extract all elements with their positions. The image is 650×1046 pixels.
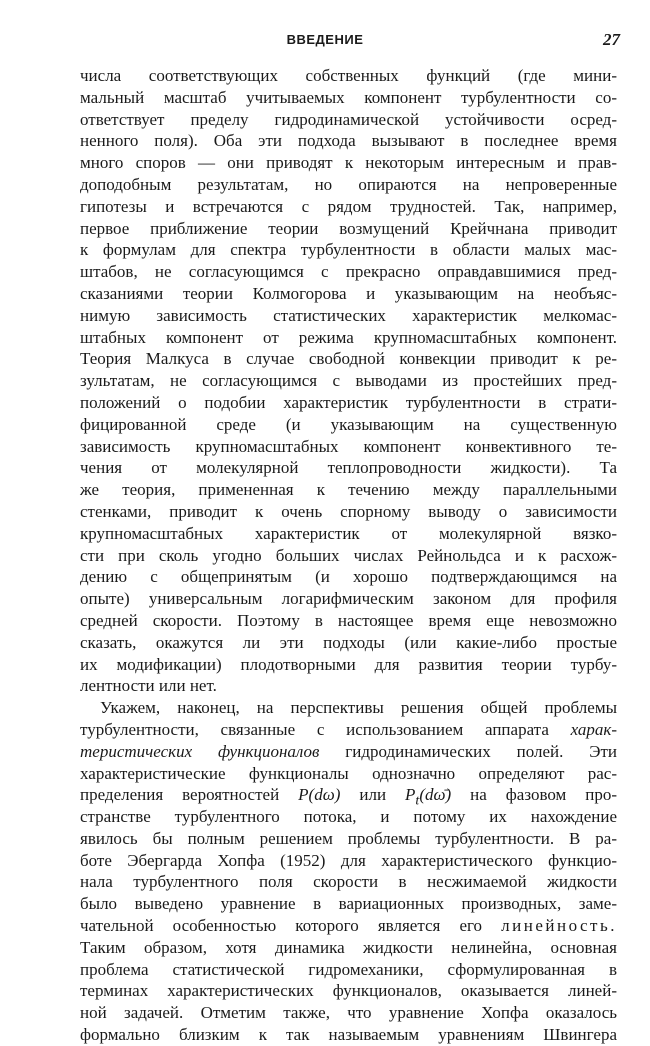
text-line: проблема статистической гидромеханики, сформулированная в bbox=[80, 959, 617, 979]
text-line: положений о подобии характеристик турбулентности в страти- bbox=[80, 392, 617, 412]
text-line: турбулентности, связанные с использованием аппарата харак- bbox=[80, 719, 618, 739]
page-number: 27 bbox=[603, 30, 620, 49]
text-line: было выведено уравнение в вариационных производных, заме- bbox=[80, 894, 617, 914]
text-line: явилось бы полным решением проблемы турбулентности. В ра- bbox=[80, 828, 617, 848]
text-line: мальный масштаб учитываемых компонент турбулентности со- bbox=[80, 87, 617, 107]
text-line: стенками, приводит к очень спорному выводу о зависимости bbox=[80, 501, 617, 521]
text-line: Таким образом, хотя динамика жидкости нелинейна, основная bbox=[80, 937, 617, 957]
text-line: дению с общепринятым (и хорошо подтверждающимся на bbox=[80, 567, 617, 587]
text-line: нимую зависимость статистических характеристик мелкомас- bbox=[80, 305, 617, 325]
text-line: крупномасштабных характеристик от молекулярной вязко- bbox=[80, 523, 617, 543]
formula-p: P(dω) bbox=[298, 785, 341, 805]
text-line: опыте) универсальным логарифмическим законом для профиля bbox=[80, 589, 617, 609]
text-line: же теория, примененная к течению между параллельными bbox=[80, 480, 617, 500]
text-line: теристических функционалов гидродинамических полей. Эти bbox=[80, 741, 617, 761]
text-line: сказаниями теории Колмогорова и указывающим на необъяс- bbox=[80, 283, 617, 303]
text-line: боте Эбергарда Хопфа (1952) для характеристического функцио- bbox=[80, 850, 617, 870]
text-line: штабов, не согласующимся с прекрасно оправдавшимися пред- bbox=[80, 262, 617, 282]
text-line: чения от молекулярной теплопроводности жидкости). Та bbox=[80, 458, 617, 478]
text-line: штабных компонент от режима крупномасштабных компонент. bbox=[80, 327, 617, 347]
text-line: доподобным результатам, но опираются на непроверенные bbox=[80, 174, 617, 194]
paragraph-2 bbox=[80, 697, 617, 1046]
text-line: сти при сколь угодно больших числах Рейнольдса и к расхож- bbox=[80, 545, 617, 565]
text-line: Теория Малкуса в случае свободной конвекции приводит к ре- bbox=[80, 349, 617, 369]
text-line: терминах характеристических функционалов, оказывается линей- bbox=[80, 981, 617, 1001]
text-line: нала турбулентного поля скорости в несжимаемой жидкости bbox=[80, 872, 617, 892]
formula-pt: $P_t(d\omegā)$ bbox=[405, 785, 452, 809]
text-line: много споров — они приводят к некоторым интересным и прав- bbox=[80, 153, 617, 173]
text-line: лентности или нет. bbox=[80, 676, 217, 696]
text-line: к формулам для спектра турбулентности в области малых мас- bbox=[80, 240, 617, 260]
page-header bbox=[0, 32, 650, 54]
text-line: их модификации) плодотворными для развития теории турбу- bbox=[80, 654, 617, 674]
text-line: Укажем, наконец, на перспективы решения общей проблемы bbox=[100, 698, 617, 718]
text-line: первое приближение теории возмущений Крейчнана приводит bbox=[80, 218, 617, 238]
text-line: странстве турбулентного потока, и потому их нахождение bbox=[80, 807, 617, 827]
text-line: пределения вероятностей P(dω) или $P_t(d\omegā)$ на фазовом про- bbox=[80, 785, 618, 809]
text-line: фицированной среде (и указывающим на существенную bbox=[80, 414, 617, 434]
text-line: чательной особенностью которого является его линейность. bbox=[80, 916, 617, 936]
text-line: гипотезы и встречаются с рядом трудностей. Так, например, bbox=[80, 196, 617, 216]
paragraph-1 bbox=[80, 65, 617, 697]
text-line: числа соответствующих собственных функций (где мини- bbox=[80, 66, 617, 85]
text-line: формально близким к так называемым уравнениям Швингера bbox=[80, 1025, 617, 1045]
text-line: характеристические функционалы однозначно определяют рас- bbox=[80, 763, 617, 783]
text-line: средней скорости. Поэтому в настоящее время еще невозможно bbox=[80, 610, 617, 630]
text-line: сказать, окажутся ли эти подходы (или какие-либо простые bbox=[80, 632, 617, 652]
text-line: ной задачей. Отметим также, что уравнение Хопфа оказалось bbox=[80, 1003, 617, 1023]
running-head: ВВЕДЕНИЕ bbox=[286, 32, 364, 47]
body-text bbox=[80, 65, 617, 1046]
text-line: зависимость крупномасштабных компонент конвективного те- bbox=[80, 436, 617, 456]
text-line: зультатам, не согласующимся с выводами из простейших пред- bbox=[80, 371, 617, 391]
text-line: ответствует пределу гидродинамической устойчивости осред- bbox=[80, 109, 617, 129]
text-line: ненного поля). Оба эти подхода вызывают в последнее время bbox=[80, 131, 617, 151]
